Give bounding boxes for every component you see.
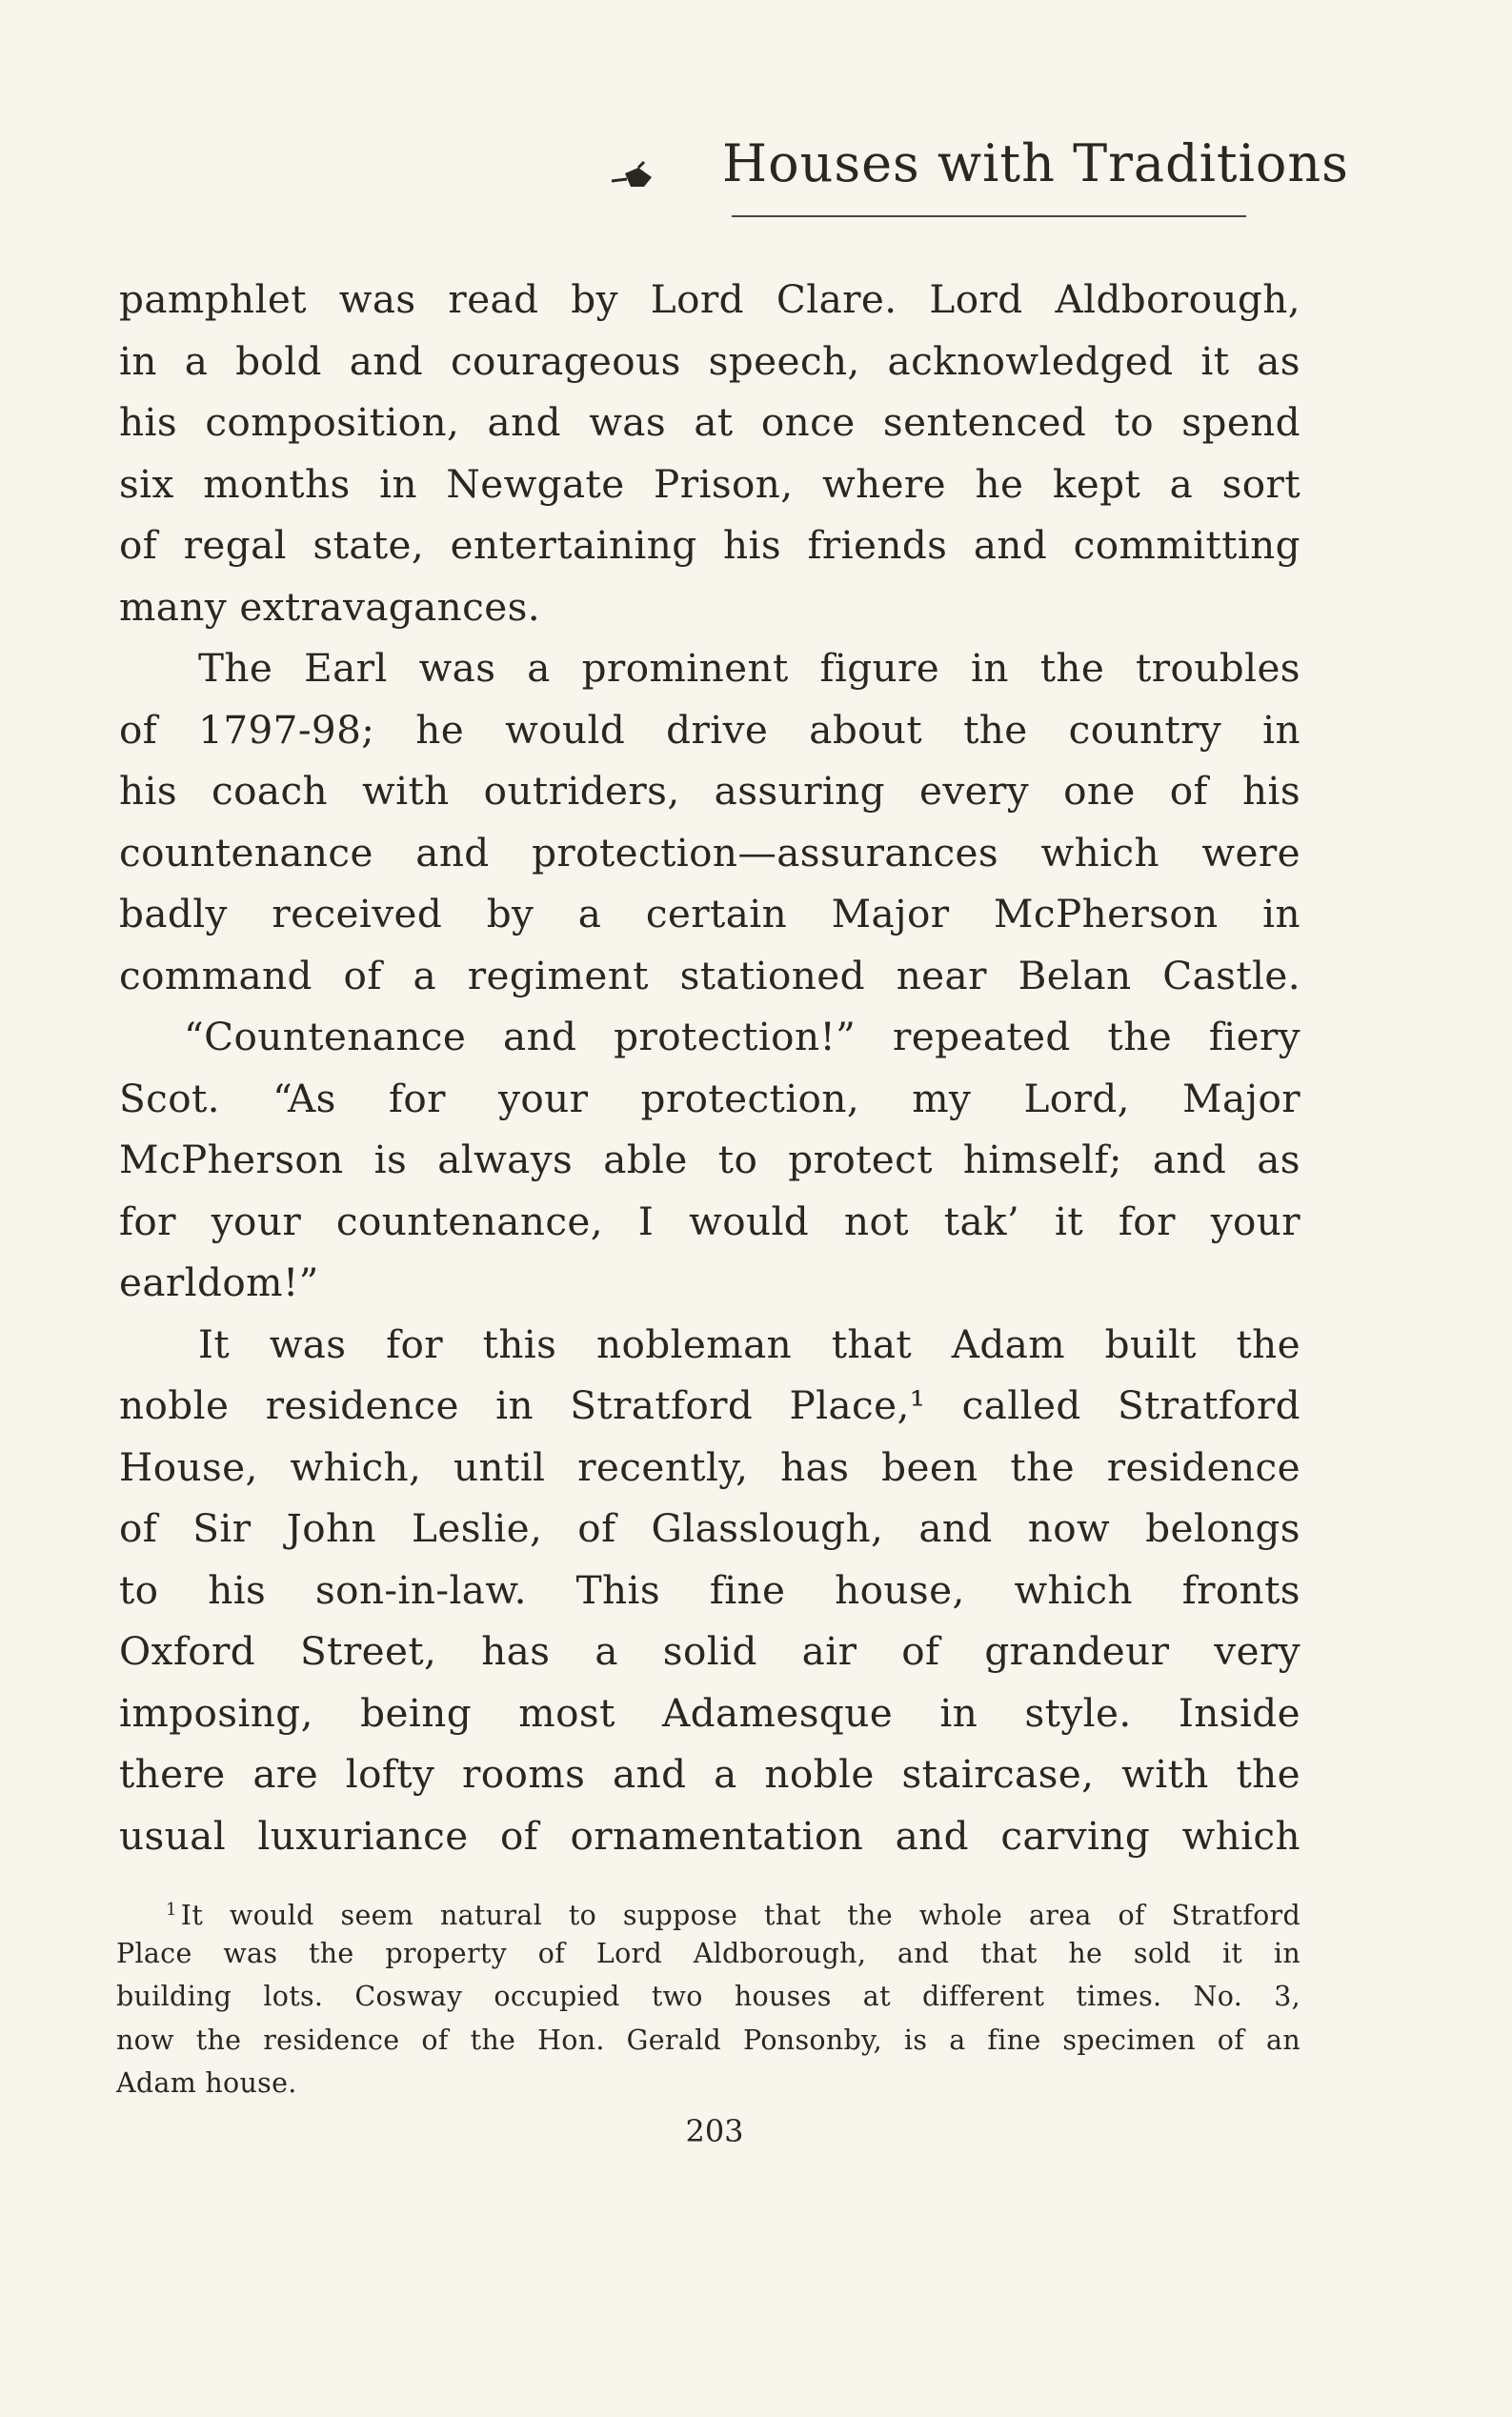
text-line: It was for this nobleman that Adam built the xyxy=(198,1320,1300,1367)
footnote xyxy=(116,1888,1300,2105)
running-header xyxy=(610,133,1349,219)
text-line: of Sir John Leslie, of Glasslough, and now belongs xyxy=(119,1505,1300,1551)
text-line: countenance and protection—assurances which were xyxy=(119,829,1300,876)
text-line: noble residence in Stratford Place,¹ called Stratford xyxy=(119,1382,1300,1428)
body-text xyxy=(119,269,1300,1866)
page-number: 203 xyxy=(685,2113,744,2149)
text-line: imposing, being most Adamesque in style. Inside xyxy=(119,1689,1300,1736)
text-line: earldom!” xyxy=(119,1259,319,1305)
footnote-marker: 1 xyxy=(166,1900,177,1920)
text-line: badly received by a certain Major McPherson in xyxy=(119,891,1300,937)
text-line: command of a regiment stationed near Belan Castle. xyxy=(119,952,1300,998)
text-line: of regal state, entertaining his friends and committing xyxy=(119,522,1300,568)
text-line: Scot. “As for your protection, my Lord, Major xyxy=(119,1075,1300,1121)
text-line: McPherson is always able to protect himself; and as xyxy=(119,1137,1300,1182)
text-line: usual luxuriance of ornamentation and carving which xyxy=(119,1812,1300,1859)
running-title: Houses with Traditions xyxy=(722,133,1349,193)
text-line: to his son-in-law. This fine house, which fronts xyxy=(119,1566,1300,1613)
text-line: six months in Newgate Prison, where he kept a sort xyxy=(119,460,1300,507)
text-line: his coach with outriders, assuring every one of his xyxy=(119,768,1300,814)
text-line: for your countenance, I would not tak’ it for your xyxy=(119,1198,1300,1244)
header-rule xyxy=(732,215,1246,217)
text-line: many extravagances. xyxy=(119,583,541,630)
footnote-line: Adam house. xyxy=(116,2067,297,2099)
footnote-text: It would seem natural to suppose that the whole area of Stratford xyxy=(180,1900,1300,1931)
text-line: The Earl was a prominent figure in the troubles xyxy=(198,645,1300,691)
hand-ornament-icon xyxy=(610,158,657,196)
text-line: Oxford Street, has a solid air of grandeur very xyxy=(119,1628,1300,1674)
footnote-line: building lots. Cosway occupied two houses at different times. No. 3, xyxy=(116,1981,1300,2012)
footnote-line: now the residence of the Hon. Gerald Ponsonby, is a fine specimen of an xyxy=(116,2024,1300,2056)
text-line: there are lofty rooms and a noble staircase, with the xyxy=(119,1751,1300,1797)
footnote-line: Place was the property of Lord Aldborough, and that he sold it in xyxy=(116,1937,1300,1969)
text-line: his composition, and was at once sentenced to spend xyxy=(119,399,1300,445)
text-line: in a bold and courageous speech, acknowledged it as xyxy=(119,337,1300,384)
text-line: House, which, until recently, has been the residence xyxy=(119,1443,1300,1490)
footnote-line xyxy=(116,1888,1300,1932)
text-line: pamphlet was read by Lord Clare. Lord Aldborough, xyxy=(119,276,1300,322)
text-line: of 1797-98; he would drive about the country in xyxy=(119,706,1300,753)
text-line: “Countenance and protection!” repeated the fiery xyxy=(184,1014,1300,1059)
